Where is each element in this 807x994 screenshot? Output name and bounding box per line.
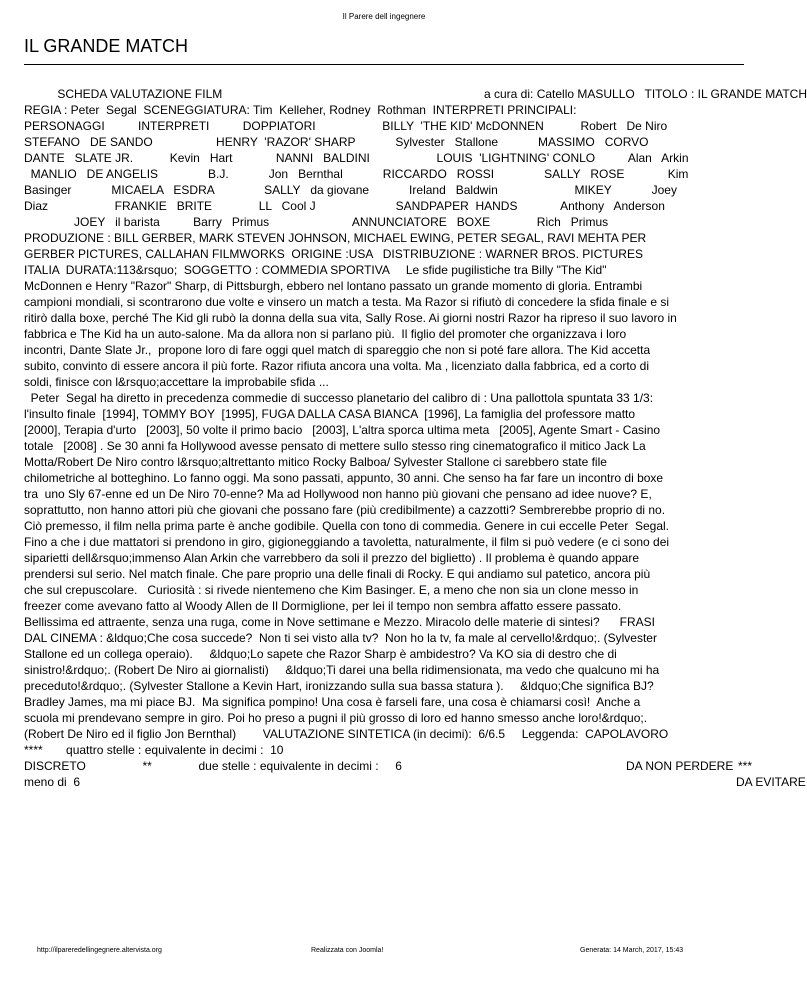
body-line: (Robert De Niro ed il figlio Jon Bernthal) VALUTAZIONE SINTETICA (in decimi): 6/6.5 Leggenda: CAPOLAVORO	[24, 727, 669, 741]
body-line: subito, convinto di essere ancora il più forte. Razor rifiuta ancora una volta. Ma , licenziato dalla fabbrica, ed a corto di	[24, 359, 650, 373]
scheda-header-left: SCHEDA VALUTAZIONE FILM	[24, 87, 223, 101]
body-line: McDonnen e Henry "Razor" Sharp, di Pittsburgh, ebbero nel lontano passato un grande momento di gloria. Entrambi	[24, 279, 643, 293]
body-line: prendersi sul serio. Nel match finale. Che pare proprio una delle finali di Rocky. E qui andiamo sul patetico, ancora più	[24, 567, 651, 581]
footer-generated: Generata: 14 March, 2017, 15:43	[580, 947, 684, 954]
body-line: JOEY il barista Barry Primus ANNUNCIATORE BOXE Rich Primus	[24, 215, 609, 229]
body-line: PRODUZIONE : BILL GERBER, MARK STEVEN JOHNSON, MICHAEL EWING, PETER SEGAL, RAVI MEHTA PER	[24, 231, 647, 245]
title-divider	[24, 64, 744, 65]
body-line: preceduto!&rdquo;. (Sylvester Stallone a Kevin Hart, ironizzando sulla sua bassa statura ). &ldquo;Che significa BJ?	[24, 679, 654, 693]
body-line: MANLIO DE ANGELIS B.J. Jon Bernthal RICCARDO ROSSI SALLY ROSE Kim	[24, 167, 689, 181]
body-line: DISCRETO ** due stelle : equivalente in decimi : 6	[24, 759, 402, 773]
body-line: Motta/Robert De Niro contro l&rsquo;altrettanto mitico Rocky Balboa/ Sylvester Stallone ci sarebbero state file	[24, 455, 607, 469]
body-line: l'insulto finale [1994], TOMMY BOY [1995], FUGA DALLA CASA BIANCA [1996], La famiglia del professore matto	[24, 407, 636, 421]
body-line: soldi, finisce con l&rsquo;accettare la improbabile sfida ...	[24, 375, 329, 389]
body-line: scuola mi prendevano sempre in giro. Poi ho preso a pugni il più grosso di loro ed hanno smesso anche loro!&rdquo;.	[24, 711, 648, 725]
body-line: PERSONAGGI INTERPRETI DOPPIATORI BILLY 'THE KID' McDONNEN Robert De Niro	[24, 119, 668, 133]
footer-site-link[interactable]: http://ilpareredellingegnere.altervista.org	[37, 947, 162, 954]
body-line: meno di 6	[24, 775, 81, 789]
body-line: **** quattro stelle : equivalente in decimi : 10	[24, 743, 284, 757]
body-line: Stallone ed un collega operaio). &ldquo;Lo sapete che Razor Sharp è ambidestro? Va KO sia di destro che di	[24, 647, 617, 661]
body-line: soprattutto, non hanno attori più che giovani che possano fare (più credibilmente) a cazzotti? Sembrerebbe proprio di no.	[24, 503, 666, 517]
footer-joomla: Realizzata con Joomla!	[311, 947, 384, 954]
body-line: incontri, Dante Slate Jr., propone loro di fare oggi quel match di spareggio che non si poté fare allora. The Kid accetta	[24, 343, 651, 357]
body-line: Bradley James, ma mi piace BJ. Ma significa pompino! Una cosa è farseli fare, una cosa è chiamarsi così! Anche a	[24, 695, 641, 709]
body-line: [2000], Terapia d'urto [2003], 50 volte il primo bacio [2003], L'altra sporca ultima meta [2005], Agente Smart - Casino	[24, 423, 661, 437]
body-line: STEFANO DE SANDO HENRY 'RAZOR' SHARP Sylvester Stallone MASSIMO CORVO	[24, 135, 649, 149]
site-header: Il Parere dell ingegnere	[342, 12, 426, 21]
body-line: freezer come avevano fatto al Woody Allen de Il Dormiglione, per lei il tempo non sembra affatto essere passato.	[24, 599, 622, 613]
body-line: DANTE SLATE JR. Kevin Hart NANNI BALDINI LOUIS 'LIGHTNING' CONLO Alan Arkin	[24, 151, 689, 165]
body-line: Peter Segal ha diretto in precedenza commedie di successo planetario del calibro di : Una pallottola spuntata 33 1/3:	[24, 391, 654, 405]
body-line: Fino a che i due mattatori si prendono in giro, gigioneggiando a tavoletta, naturalmente, il film si può vedere (e ci sono dei	[24, 535, 670, 549]
body-line: fabbrica e The Kid ha un auto-salone. Ma da allora non si parlano più. Il figlio del promoter che organizzava i loro	[24, 327, 627, 341]
body-line: che sul crepuscolare. Curiosità : si rivede nientemeno che Kim Basinger. E, a meno che non sia un clone messo in	[24, 583, 639, 597]
body-line: REGIA : Peter Segal SCENEGGIATURA: Tim Kelleher, Rodney Rothman INTERPRETI PRINCIPALI:	[24, 103, 577, 117]
body-line: Bellissima ed attraente, senza una ruga, come in Nove settimane e Mezzo. Miracolo delle materie di sintesi? FRASI	[24, 615, 655, 629]
body-line: Ciò premesso, il film nella prima parte è anche godibile. Quella con tono di commedia. Genere in cui eccelle Peter Segal.	[24, 519, 669, 533]
body-line: tra uno Sly 67-enne ed un De Niro 70-enne? Ma ad Hollywood non hanno più giovani che pensano ad idee nuove? E,	[24, 487, 652, 501]
body-line: campioni mondiali, si scontrarono due volte e vinsero un match a testa. Ma Razor si rifiutò di concedere la sfida finale e si	[24, 295, 669, 309]
body-line: GERBER PICTURES, CALLAHAN FILMWORKS ORIGINE :USA DISTRIBUZIONE : WARNER BROS. PICTURES	[24, 247, 643, 261]
body-line: totale [2008] . Se 30 anni fa Hollywood avesse pensato di mettere sullo stesso ring cinematografico il mitico Jack La	[24, 439, 646, 453]
page-title: IL GRANDE MATCH	[24, 36, 189, 56]
body-line: ritirò dalla boxe, perché The Kid gli rubò la donna della sua vita, Sally Rose. Ai giorni nostri Razor ha ripreso il suo lavoro in	[24, 311, 677, 325]
scheda-header-right: a cura di: Catello MASULLO TITOLO : IL GRANDE MATCH	[484, 87, 807, 101]
body-line: Basinger MICAELA ESDRA SALLY da giovane Ireland Baldwin MIKEY Joey	[24, 183, 677, 197]
rating-three-stars: ***	[738, 759, 753, 773]
body-line: DAL CINEMA : &ldquo;Che cosa succede? Non ti sei visto alla tv? Non ho la tv, fa male al cervello!&rdquo;. (Sylvester	[24, 631, 657, 645]
body-line: siparietti dell&rsquo;immenso Alan Arkin che varrebbero da soli il prezzo del biglietto) . Il problema è quando appare	[24, 551, 640, 565]
body-line: sinistro!&rdquo;. (Robert De Niro ai giornalisti) &ldquo;Ti darei una bella ridimensionata, ma vedo che qualcuno mi ha	[24, 663, 660, 677]
body-line: ITALIA DURATA:113&rsquo; SOGGETTO : COMMEDIA SPORTIVA Le sfide pugilistiche tra Billy "The Kid"	[24, 263, 607, 277]
rating-da-non-perdere: DA NON PERDERE	[626, 759, 734, 773]
body-line: Diaz FRANKIE BRITE LL Cool J SANDPAPER HANDS Anthony Anderson	[24, 199, 665, 213]
rating-da-evitare: DA EVITARE	[736, 775, 806, 789]
body-line: chilometriche al botteghino. Lo fanno oggi. Ma sono passati, appunto, 30 anni. Che senso ha far fare un incontro di boxe	[24, 471, 664, 485]
